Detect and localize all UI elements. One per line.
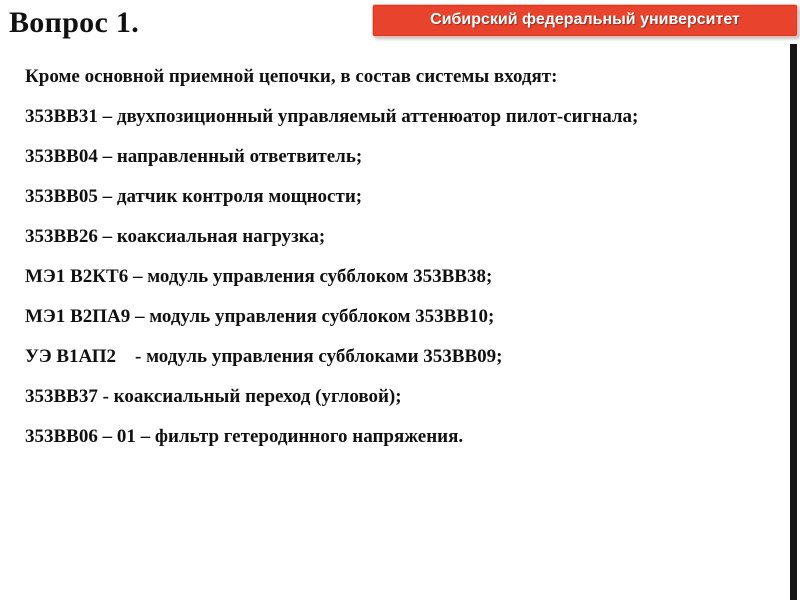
list-item: 353ВВ06 – 01 – фильтр гетеродинного напряжения. (25, 426, 464, 447)
slide-title: Вопрос 1. (9, 6, 139, 39)
university-brand-label: Сибирский федеральный университет (430, 11, 740, 28)
university-brand-badge (372, 4, 798, 37)
slide-body (25, 66, 777, 448)
list-item: 353ВВ26 – коаксиальная нагрузка; (25, 226, 326, 247)
list-item: 353ВВ31 – двухпозиционный управляемый аттенюатор пилот-сигнала; (25, 106, 639, 127)
list-item: 353ВВ05 – датчик контроля мощности; (25, 186, 363, 207)
list-item: 353ВВ04 – направленный ответвитель; (25, 146, 363, 167)
right-edge-bar (790, 44, 797, 600)
list-item: МЭ1 В2ПА9 – модуль управления субблоком 353ВВ10; (25, 306, 495, 327)
list-item: 353ВВ37 - коаксиальный переход (угловой); (25, 386, 402, 407)
intro-text: Кроме основной приемной цепочки, в состав системы входят: (25, 66, 558, 87)
list-item: УЭ В1АП2 - модуль управления субблоками 353ВВ09; (25, 346, 503, 367)
list-item: МЭ1 В2КТ6 – модуль управления субблоком 353ВВ38; (25, 266, 493, 287)
